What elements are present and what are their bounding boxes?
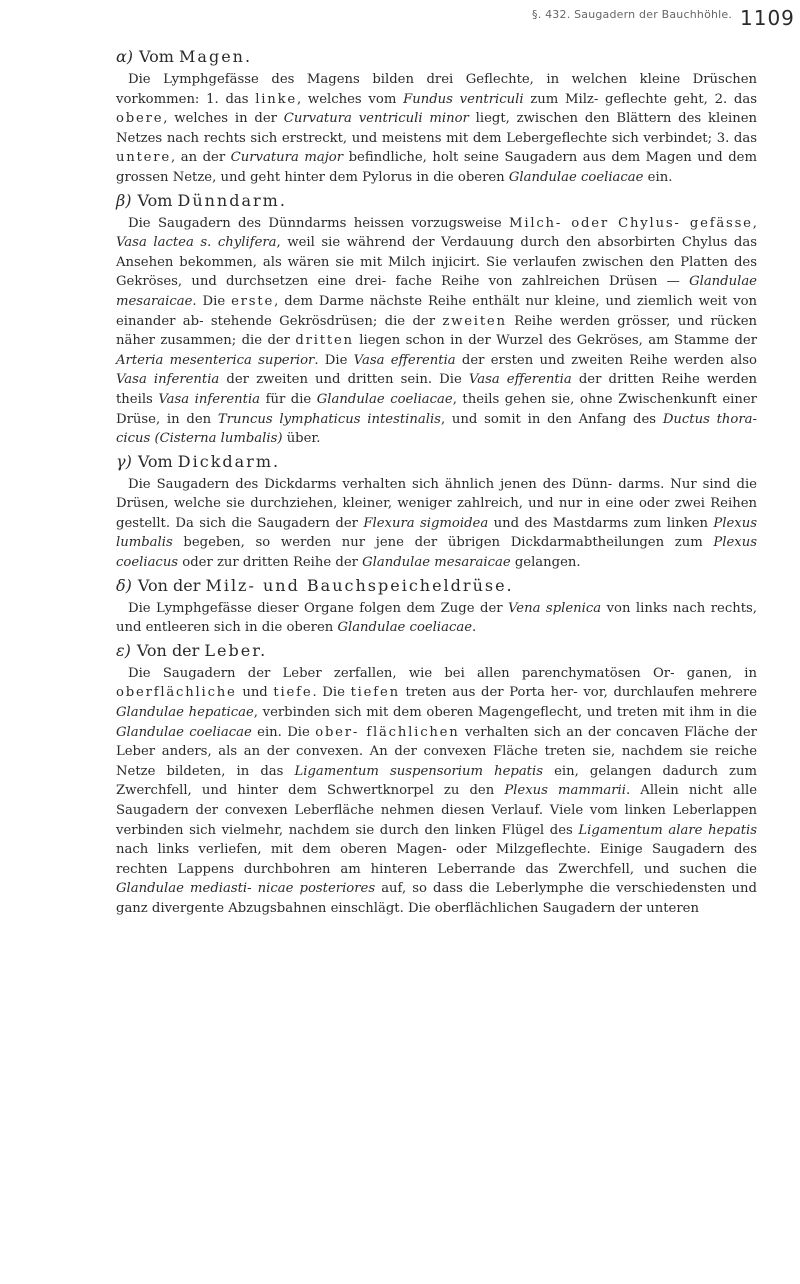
paragraph-magen: Die Lymphgefässe des Magens bilden drei Geflechte, in welchen kleine Drüschen vorkommen: 1. das linke, welches vom Fundus ventriculi zum Milz- geflechte geht, 2. das obere, welches in der Curvatura ventriculi minor liegt, zwischen den Blättern des kleinen Netzes nach rechts sich erstreckt, und meistens mit dem Lebergeflechte sich verbindet; 3. das untere, an der Curvatura major befindliche, holt seine Saugadern aus dem Magen und dem grossen Netze, und geht hinter dem Pylorus in die oberen Glandulae coeliacae ein. [116, 72, 758, 185]
section-heading-leber [116, 640, 757, 662]
paragraph-leber: Die Saugadern der Leber zerfallen, wie bei allen parenchymatösen Or- ganen, in oberflächliche und tiefe. Die tiefen treten aus der Porta her- vor, durchlaufen mehrere Glandulae hepaticae, verbinden sich mit dem oberen Magengeflecht, und treten mit ihm in die Glandulae coeliacae ein. Die ober- flächlichen verhalten sich an der concaven Fläche der Leber anders, als an der convexen. An der convexen Fläche treten sie, nachdem sie reiche Netze bildeten, in das Ligamentum suspensorium hepatis ein, gelangen dadurch zum Zwerchfell, und hinter dem Schwertknorpel zu den Plexus mammarii. Allein nicht alle Saugadern der convexen Leberfläche nehmen diesen Verlauf. Viele vom linken Leberlappen verbinden sich vielmehr, nachdem sie durch den linken Flügel des Ligamentum alare hepatis nach links verliefen, mit dem oberen Magen- oder Milzgeflechte. Einige Saugadern des rechten Lappens durchbohren am hinteren Leberrande das Zwerchfell, und suchen die Glandulae mediasti- nicae posteriores auf, so dass die Leberlymphe die verschiedensten und ganz divergente Abzugsbahnen einschlägt. Die oberflächlichen Saugadern der unteren [116, 665, 758, 916]
section-heading-magen [116, 46, 757, 68]
heading-title: Milz- und Bauchspeicheldrüse. [205, 575, 514, 595]
heading-prefix: Vom [139, 47, 174, 66]
heading-title: Leber. [204, 640, 268, 660]
heading-prefix: Von der [136, 640, 200, 660]
page-number: 1109 [740, 6, 795, 30]
running-head: §. 432. Saugadern der Bauchhöhle. [532, 8, 733, 21]
text-body [116, 44, 757, 919]
heading-title: Dickdarm. [177, 451, 281, 471]
section-marker: α) [116, 47, 134, 66]
section-marker: β) [116, 190, 132, 210]
section-heading-dickdarm [116, 451, 757, 473]
heading-prefix: Von der [137, 575, 201, 595]
heading-prefix: Vom [137, 451, 173, 471]
heading-title: Dünndarm. [177, 190, 287, 210]
heading-title: Magen. [179, 47, 253, 66]
section-marker: δ) [116, 575, 132, 595]
paragraph-dickdarm: Die Saugadern des Dickdarms verhalten sich ähnlich jenen des Dünn- darms. Nur sind die Drüsen, welche sie durchziehen, kleiner, weniger zahlreich, und nur in eine oder zwei Reihen gestellt. Da sich die Saugadern der Flexura sigmoidea und des Mastdarms zum linken Plexus lumbalis begeben, so werden nur jene der übrigen Dickdarmabtheilungen zum Plexus coeliacus oder zur dritten Reihe der Glandulae mesaraicae gelangen. [116, 476, 757, 571]
paragraph-duenndarm: Die Saugadern des Dünndarms heissen vorzugsweise Milch- oder Chylus- gefässe, Vasa lactea s. chylifera, weil sie während der Verdauung durch den absorbirten Chylus das Ansehen bekommen, als wären sie mit Milch injicirt. Sie verlaufen zwischen den Platten des Gekröses, und durchsetzen eine drei- fache Reihe von zahlreichen Drüsen — Glandulae mesaraicae. Die erste, dem Darme nächste Reihe enthält nur kleine, und ziemlich weit von einander ab- stehende Gekrösdrüsen; die der zweiten Reihe werden grösser, und rücken näher zusammen; die der dritten liegen schon in der Wurzel des Gekröses, am Stamme der Arteria mesenterica superior. Die Vasa efferentia der ersten und zweiten Reihe werden also Vasa inferentia der zweiten und dritten sein. Die Vasa efferentia der dritten Reihe werden theils Vasa inferentia für die Glandulae coeliacae, theils gehen sie, ohne Zwischenkunft einer Drüse, in den Truncus lymphaticus intestinalis, und somit in den Anfang des Ductus thora- cicus (Cisterna lumbalis) über. [116, 215, 758, 447]
paragraph-milz: Die Lymphgefässe dieser Organe folgen dem Zuge der Vena splenica von links nach rechts, und entleeren sich in die oberen Glandulae coeliacae. [116, 600, 757, 636]
heading-prefix: Vom [137, 190, 173, 210]
section-marker: ε) [116, 640, 131, 660]
section-marker: γ) [116, 451, 132, 471]
section-heading-duenndarm [116, 190, 757, 212]
section-heading-milz [116, 575, 757, 597]
